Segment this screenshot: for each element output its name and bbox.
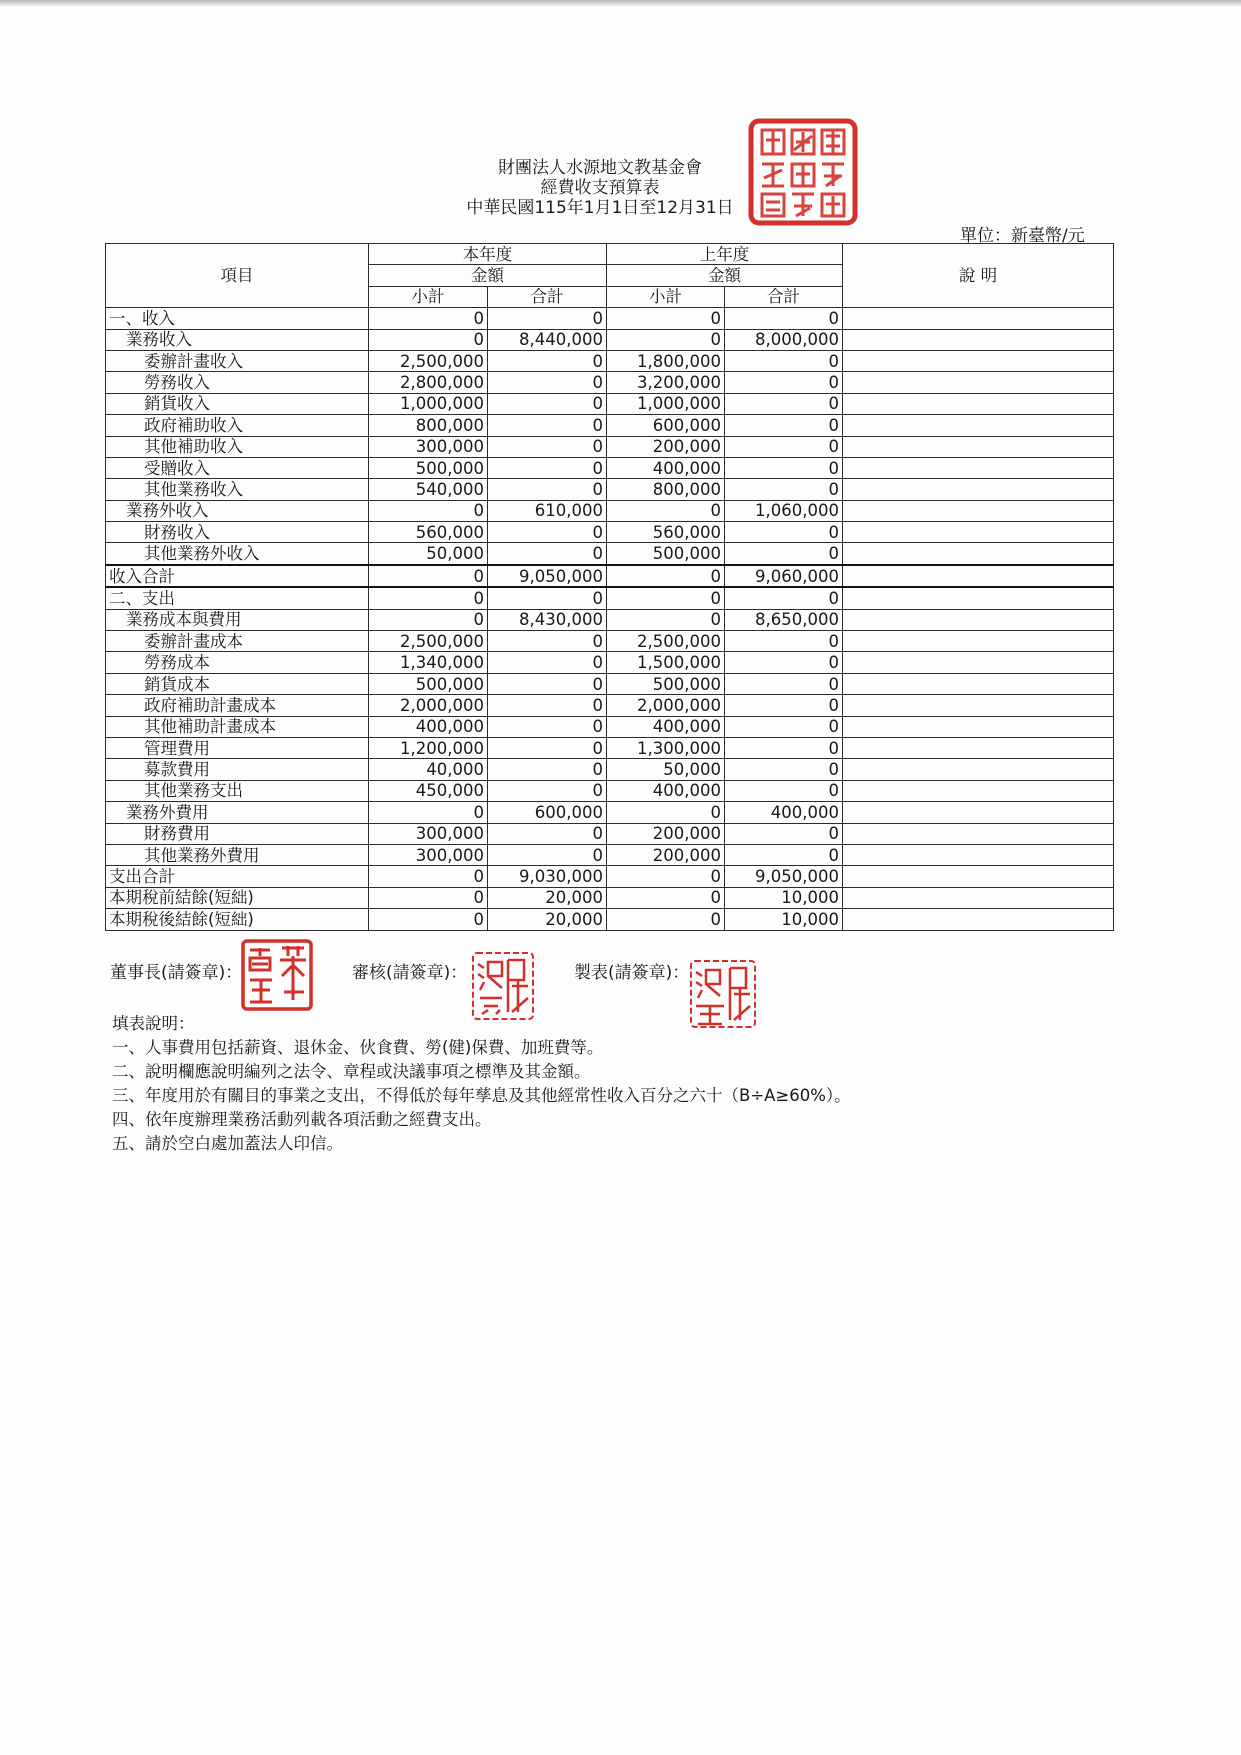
this-year-total-cell: 0 <box>488 631 607 652</box>
note-cell <box>843 436 1114 457</box>
note-item: 三、年度用於有關目的事業之支出，不得低於每年孳息及其他經常性收入百分之六十（B÷A≥60%）。 <box>112 1086 851 1105</box>
this-year-subtotal-cell: 2,000,000 <box>369 695 488 716</box>
table-row <box>106 909 1114 930</box>
note-cell <box>843 587 1114 609</box>
last-year-total-cell: 0 <box>725 673 843 694</box>
col-amount-header-last: 金額 <box>607 265 843 286</box>
row-label: 政府補助收入 <box>106 415 369 436</box>
row-label: 其他補助計畫成本 <box>106 716 369 737</box>
chairman-sign-label: 董事長(請簽章)： <box>110 963 243 983</box>
table-row <box>106 479 1114 500</box>
last-year-subtotal-cell: 200,000 <box>607 844 725 865</box>
note-cell <box>843 780 1114 801</box>
table-row <box>106 780 1114 801</box>
this-year-total-cell: 600,000 <box>488 802 607 823</box>
note-cell <box>843 887 1114 908</box>
last-year-total-cell: 400,000 <box>725 802 843 823</box>
note-item: 一、人事費用包括薪資、退休金、伙食費、勞(健)保費、加班費等。 <box>112 1038 604 1057</box>
note-cell <box>843 415 1114 436</box>
this-year-total-cell: 0 <box>488 844 607 865</box>
note-cell <box>843 329 1114 350</box>
this-year-subtotal-cell: 2,800,000 <box>369 372 488 393</box>
row-label: 募款費用 <box>106 759 369 780</box>
this-year-subtotal-cell: 450,000 <box>369 780 488 801</box>
notes-title: 填表說明： <box>112 1014 195 1033</box>
this-year-total-cell: 0 <box>488 415 607 436</box>
row-label: 二、支出 <box>106 587 369 609</box>
row-label: 銷貨收入 <box>106 393 369 414</box>
table-head <box>106 244 1114 308</box>
this-year-total-cell: 8,440,000 <box>488 329 607 350</box>
col-last-year-header: 上年度 <box>607 244 843 265</box>
table-row <box>106 823 1114 844</box>
last-year-total-cell: 0 <box>725 652 843 673</box>
last-year-total-cell: 0 <box>725 631 843 652</box>
this-year-total-cell: 0 <box>488 737 607 758</box>
col-this-year-header: 本年度 <box>369 244 607 265</box>
this-year-subtotal-cell: 40,000 <box>369 759 488 780</box>
last-year-subtotal-cell: 200,000 <box>607 436 725 457</box>
row-label: 業務收入 <box>106 329 369 350</box>
last-year-total-cell: 8,650,000 <box>725 609 843 630</box>
row-label: 委辦計畫成本 <box>106 631 369 652</box>
chairman-seal-stamp <box>240 938 314 1012</box>
this-year-total-cell: 0 <box>488 673 607 694</box>
col-subtotal-header-last: 小計 <box>607 286 725 307</box>
budget-table <box>105 243 1114 931</box>
this-year-subtotal-cell: 2,500,000 <box>369 631 488 652</box>
this-year-subtotal-cell: 300,000 <box>369 436 488 457</box>
row-label: 業務外費用 <box>106 802 369 823</box>
last-year-total-cell: 0 <box>725 695 843 716</box>
preparer-sign-label: 製表(請簽章)： <box>574 963 690 983</box>
this-year-total-cell: 0 <box>488 479 607 500</box>
last-year-subtotal-cell: 400,000 <box>607 457 725 478</box>
last-year-subtotal-cell: 1,000,000 <box>607 393 725 414</box>
last-year-subtotal-cell: 400,000 <box>607 716 725 737</box>
this-year-subtotal-cell: 1,000,000 <box>369 393 488 414</box>
this-year-subtotal-cell: 560,000 <box>369 522 488 543</box>
last-year-total-cell: 0 <box>725 543 843 565</box>
table-row <box>106 329 1114 350</box>
this-year-total-cell: 0 <box>488 823 607 844</box>
this-year-subtotal-cell: 0 <box>369 308 488 329</box>
last-year-subtotal-cell: 2,000,000 <box>607 695 725 716</box>
last-year-subtotal-cell: 2,500,000 <box>607 631 725 652</box>
this-year-subtotal-cell: 0 <box>369 565 488 587</box>
last-year-subtotal-cell: 0 <box>607 565 725 587</box>
last-year-total-cell: 0 <box>725 844 843 865</box>
note-cell <box>843 716 1114 737</box>
row-label: 政府補助計畫成本 <box>106 695 369 716</box>
reviewer-sign-label: 審核(請簽章)： <box>352 963 468 983</box>
row-label: 業務外收入 <box>106 500 369 521</box>
note-cell <box>843 565 1114 587</box>
table-row <box>106 887 1114 908</box>
org-name: 財團法人水源地文教基金會 <box>498 158 702 178</box>
table-row <box>106 543 1114 565</box>
last-year-subtotal-cell: 50,000 <box>607 759 725 780</box>
note-cell <box>843 393 1114 414</box>
col-amount-header-this: 金額 <box>369 265 607 286</box>
note-cell <box>843 759 1114 780</box>
table-row <box>106 759 1114 780</box>
this-year-subtotal-cell: 0 <box>369 802 488 823</box>
table-row <box>106 436 1114 457</box>
row-label: 收入合計 <box>106 565 369 587</box>
table-body <box>106 308 1114 930</box>
this-year-subtotal-cell: 0 <box>369 887 488 908</box>
row-label: 銷貨成本 <box>106 673 369 694</box>
row-label: 其他業務外收入 <box>106 543 369 565</box>
row-label: 業務成本與費用 <box>106 609 369 630</box>
col-total-header-this: 合計 <box>488 286 607 307</box>
note-cell <box>843 652 1114 673</box>
table-row <box>106 673 1114 694</box>
note-cell <box>843 500 1114 521</box>
table-row <box>106 802 1114 823</box>
last-year-total-cell: 10,000 <box>725 909 843 930</box>
last-year-total-cell: 0 <box>725 308 843 329</box>
last-year-total-cell: 0 <box>725 415 843 436</box>
this-year-total-cell: 610,000 <box>488 500 607 521</box>
note-item: 二、說明欄應說明編列之法令、章程或決議事項之標準及其金額。 <box>112 1062 591 1081</box>
last-year-total-cell: 0 <box>725 350 843 371</box>
row-label: 一、收入 <box>106 308 369 329</box>
last-year-total-cell: 1,060,000 <box>725 500 843 521</box>
last-year-subtotal-cell: 1,800,000 <box>607 350 725 371</box>
last-year-total-cell: 9,060,000 <box>725 565 843 587</box>
last-year-total-cell: 0 <box>725 522 843 543</box>
note-item: 五、請於空白處加蓋法人印信。 <box>112 1134 343 1153</box>
note-cell <box>843 631 1114 652</box>
row-label: 其他業務支出 <box>106 780 369 801</box>
last-year-total-cell: 0 <box>725 716 843 737</box>
last-year-total-cell: 9,050,000 <box>725 866 843 887</box>
last-year-subtotal-cell: 0 <box>607 802 725 823</box>
note-cell <box>843 457 1114 478</box>
this-year-subtotal-cell: 800,000 <box>369 415 488 436</box>
table-row <box>106 350 1114 371</box>
last-year-total-cell: 10,000 <box>725 887 843 908</box>
row-label: 受贈收入 <box>106 457 369 478</box>
note-cell <box>843 823 1114 844</box>
note-cell <box>843 522 1114 543</box>
last-year-subtotal-cell: 500,000 <box>607 543 725 565</box>
last-year-subtotal-cell: 800,000 <box>607 479 725 500</box>
table-row <box>106 565 1114 587</box>
last-year-subtotal-cell: 0 <box>607 609 725 630</box>
note-cell <box>843 695 1114 716</box>
note-cell <box>843 543 1114 565</box>
scan-edge <box>0 0 1241 6</box>
this-year-subtotal-cell: 0 <box>369 866 488 887</box>
this-year-subtotal-cell: 500,000 <box>369 457 488 478</box>
table-row <box>106 415 1114 436</box>
row-label: 財務費用 <box>106 823 369 844</box>
note-cell <box>843 673 1114 694</box>
table-row <box>106 737 1114 758</box>
this-year-total-cell: 0 <box>488 436 607 457</box>
last-year-subtotal-cell: 1,500,000 <box>607 652 725 673</box>
row-label: 委辦計畫收入 <box>106 350 369 371</box>
this-year-total-cell: 0 <box>488 457 607 478</box>
col-subtotal-header-this: 小計 <box>369 286 488 307</box>
last-year-subtotal-cell: 600,000 <box>607 415 725 436</box>
table-row <box>106 587 1114 609</box>
table-row <box>106 308 1114 329</box>
last-year-subtotal-cell: 0 <box>607 329 725 350</box>
last-year-subtotal-cell: 0 <box>607 587 725 609</box>
col-note-header: 說 明 <box>843 244 1114 308</box>
last-year-total-cell: 0 <box>725 737 843 758</box>
note-cell <box>843 308 1114 329</box>
table-row <box>106 393 1114 414</box>
row-label: 管理費用 <box>106 737 369 758</box>
this-year-total-cell: 0 <box>488 308 607 329</box>
last-year-subtotal-cell: 0 <box>607 308 725 329</box>
note-cell <box>843 372 1114 393</box>
last-year-subtotal-cell: 400,000 <box>607 780 725 801</box>
note-cell <box>843 737 1114 758</box>
col-total-header-last: 合計 <box>725 286 843 307</box>
last-year-total-cell: 0 <box>725 436 843 457</box>
table-row <box>106 631 1114 652</box>
row-label: 財務收入 <box>106 522 369 543</box>
note-cell <box>843 350 1114 371</box>
this-year-total-cell: 20,000 <box>488 909 607 930</box>
table-row <box>106 716 1114 737</box>
last-year-total-cell: 0 <box>725 587 843 609</box>
this-year-subtotal-cell: 1,200,000 <box>369 737 488 758</box>
last-year-total-cell: 0 <box>725 780 843 801</box>
note-cell <box>843 844 1114 865</box>
this-year-subtotal-cell: 0 <box>369 500 488 521</box>
this-year-total-cell: 0 <box>488 543 607 565</box>
this-year-total-cell: 0 <box>488 652 607 673</box>
last-year-total-cell: 8,000,000 <box>725 329 843 350</box>
table-row <box>106 652 1114 673</box>
last-year-total-cell: 0 <box>725 393 843 414</box>
this-year-total-cell: 9,030,000 <box>488 866 607 887</box>
table-row <box>106 372 1114 393</box>
last-year-subtotal-cell: 0 <box>607 909 725 930</box>
note-cell <box>843 909 1114 930</box>
this-year-total-cell: 8,430,000 <box>488 609 607 630</box>
last-year-total-cell: 0 <box>725 823 843 844</box>
row-label: 其他補助收入 <box>106 436 369 457</box>
last-year-total-cell: 0 <box>725 479 843 500</box>
this-year-subtotal-cell: 540,000 <box>369 479 488 500</box>
last-year-subtotal-cell: 560,000 <box>607 522 725 543</box>
unit-label: 單位：新臺幣/元 <box>960 226 1085 246</box>
org-seal-stamp <box>748 118 858 226</box>
this-year-total-cell: 0 <box>488 780 607 801</box>
doc-title: 經費收支預算表 <box>540 178 660 198</box>
this-year-subtotal-cell: 300,000 <box>369 844 488 865</box>
row-label: 其他業務外費用 <box>106 844 369 865</box>
last-year-subtotal-cell: 1,300,000 <box>607 737 725 758</box>
row-label: 其他業務收入 <box>106 479 369 500</box>
last-year-total-cell: 0 <box>725 457 843 478</box>
col-item-header: 項目 <box>106 244 369 308</box>
table-row <box>106 866 1114 887</box>
this-year-subtotal-cell: 400,000 <box>369 716 488 737</box>
table-row <box>106 695 1114 716</box>
this-year-total-cell: 0 <box>488 350 607 371</box>
row-label: 本期稅前結餘(短絀) <box>106 887 369 908</box>
last-year-total-cell: 0 <box>725 372 843 393</box>
last-year-subtotal-cell: 0 <box>607 500 725 521</box>
this-year-subtotal-cell: 0 <box>369 587 488 609</box>
table-row <box>106 522 1114 543</box>
this-year-subtotal-cell: 0 <box>369 609 488 630</box>
table-row <box>106 500 1114 521</box>
this-year-total-cell: 0 <box>488 587 607 609</box>
this-year-subtotal-cell: 50,000 <box>369 543 488 565</box>
note-cell <box>843 479 1114 500</box>
table-row <box>106 609 1114 630</box>
this-year-total-cell: 0 <box>488 759 607 780</box>
this-year-total-cell: 0 <box>488 716 607 737</box>
last-year-subtotal-cell: 200,000 <box>607 823 725 844</box>
this-year-total-cell: 9,050,000 <box>488 565 607 587</box>
note-cell <box>843 802 1114 823</box>
last-year-subtotal-cell: 3,200,000 <box>607 372 725 393</box>
notes-section <box>112 1012 851 1156</box>
note-item: 四、依年度辦理業務活動列載各項活動之經費支出。 <box>112 1110 492 1129</box>
row-label: 支出合計 <box>106 866 369 887</box>
this-year-subtotal-cell: 0 <box>369 329 488 350</box>
this-year-total-cell: 0 <box>488 393 607 414</box>
period: 中華民國115年1月1日至12月31日 <box>466 198 734 218</box>
table-row <box>106 457 1114 478</box>
this-year-subtotal-cell: 2,500,000 <box>369 350 488 371</box>
note-cell <box>843 609 1114 630</box>
this-year-subtotal-cell: 300,000 <box>369 823 488 844</box>
this-year-subtotal-cell: 1,340,000 <box>369 652 488 673</box>
row-label: 勞務成本 <box>106 652 369 673</box>
this-year-total-cell: 0 <box>488 695 607 716</box>
last-year-subtotal-cell: 0 <box>607 887 725 908</box>
this-year-subtotal-cell: 500,000 <box>369 673 488 694</box>
last-year-total-cell: 0 <box>725 759 843 780</box>
this-year-total-cell: 0 <box>488 372 607 393</box>
last-year-subtotal-cell: 0 <box>607 866 725 887</box>
last-year-subtotal-cell: 500,000 <box>607 673 725 694</box>
this-year-total-cell: 20,000 <box>488 887 607 908</box>
this-year-subtotal-cell: 0 <box>369 909 488 930</box>
table-row <box>106 844 1114 865</box>
note-cell <box>843 866 1114 887</box>
row-label: 勞務收入 <box>106 372 369 393</box>
row-label: 本期稅後結餘(短絀) <box>106 909 369 930</box>
this-year-total-cell: 0 <box>488 522 607 543</box>
